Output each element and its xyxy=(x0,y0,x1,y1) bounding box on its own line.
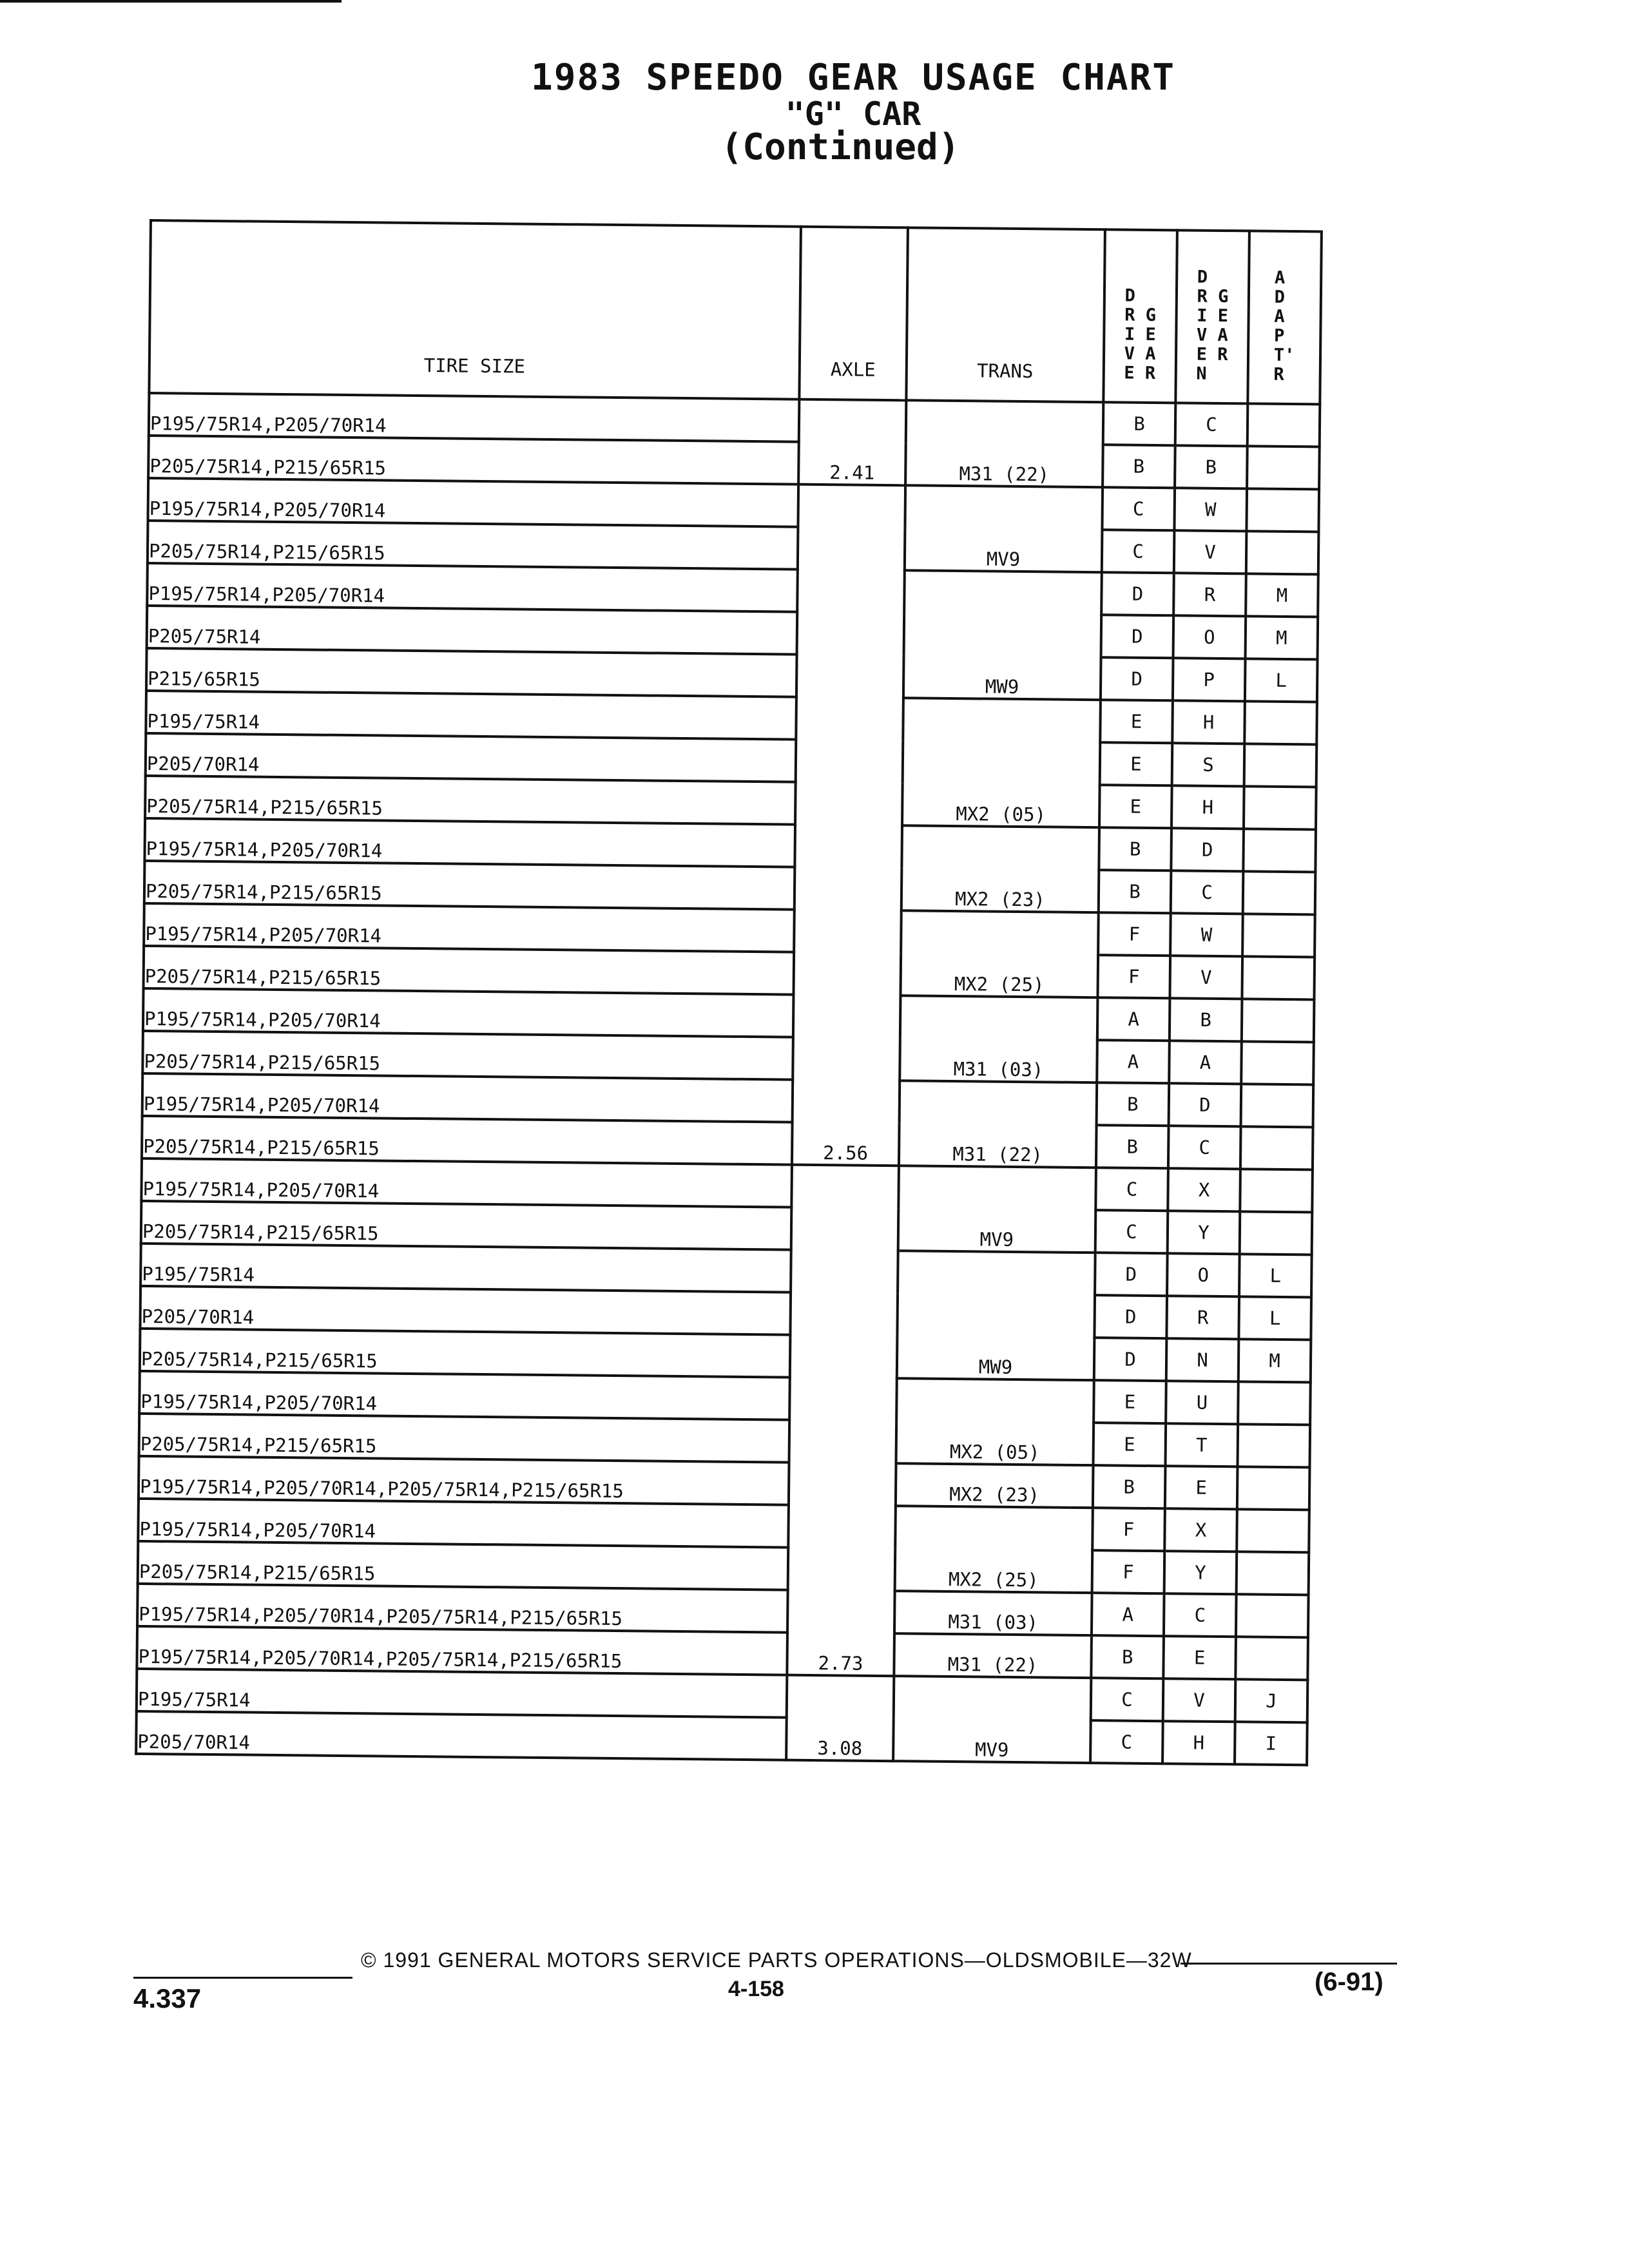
adapter-cell xyxy=(1247,446,1320,489)
drive-gear-cell: E xyxy=(1100,742,1173,785)
driven-gear-cell: R xyxy=(1173,573,1246,616)
driven-gear-cell: N xyxy=(1166,1338,1239,1381)
adapter-cell xyxy=(1246,488,1319,532)
driven-gear-cell: B xyxy=(1175,445,1248,488)
drive-gear-cell: A xyxy=(1092,1593,1164,1636)
adapter-cell xyxy=(1242,999,1315,1042)
footer-rule-right xyxy=(1181,1963,1397,1965)
footer-date-code: (6-91) xyxy=(1315,1968,1383,1996)
driven-gear-cell: H xyxy=(1171,785,1244,829)
adapter-cell xyxy=(1243,871,1316,914)
adapter-cell: M xyxy=(1239,1339,1311,1382)
drive-gear-cell: F xyxy=(1092,1550,1165,1593)
trans-cell: MX2 (05) xyxy=(896,1378,1094,1465)
tire-size-cell: P195/75R14,P205/70R14 xyxy=(148,478,799,527)
trans-cell: MX2 (05) xyxy=(902,698,1101,827)
header-letter: N xyxy=(1196,363,1218,384)
tire-size-cell: P195/75R14 xyxy=(140,1244,791,1293)
axle-cell: 2.41 xyxy=(798,399,906,486)
header-letter: T' xyxy=(1273,345,1295,366)
header-letter: P xyxy=(1273,325,1285,346)
adapter-cell xyxy=(1240,1211,1313,1254)
tire-size-cell: P195/75R14,P205/70R14,P205/75R14,P215/65R15 xyxy=(137,1584,788,1633)
page-title: 1983 SPEEDO GEAR USAGE CHART xyxy=(530,57,1175,99)
trans-cell: M31 (22) xyxy=(905,400,1103,487)
header-letter: I E xyxy=(1197,305,1229,327)
adapter-cell xyxy=(1236,1594,1309,1637)
drive-gear-cell: E xyxy=(1094,1423,1166,1466)
trans-cell: MV9 xyxy=(893,1676,1091,1763)
adapter-cell xyxy=(1241,1041,1314,1084)
driven-gear-cell: X xyxy=(1164,1508,1237,1552)
adapter-cell: M xyxy=(1246,573,1318,617)
adapter-cell: L xyxy=(1239,1254,1312,1297)
drive-gear-cell: B xyxy=(1097,1082,1170,1126)
header-tire-size: TIRE SIZE xyxy=(149,220,801,399)
driven-gear-cell: C xyxy=(1164,1593,1237,1637)
tire-size-cell: P195/75R14,P205/70R14 xyxy=(144,903,795,952)
tire-size-cell: P205/70R14 xyxy=(146,733,796,782)
tire-size-cell: P205/75R14,P215/65R15 xyxy=(142,1031,793,1080)
trans-cell: M31 (03) xyxy=(894,1591,1092,1635)
driven-gear-cell: E xyxy=(1165,1466,1238,1509)
driven-gear-cell: O xyxy=(1167,1253,1240,1296)
axle-cell: 2.56 xyxy=(792,485,905,1166)
drive-gear-cell: C xyxy=(1102,530,1175,573)
header-letter: R G xyxy=(1124,305,1157,326)
trans-cell: MW9 xyxy=(903,570,1102,700)
drive-gear-cell: D xyxy=(1101,572,1174,615)
tire-size-cell: P205/70R14 xyxy=(136,1711,787,1760)
drive-gear-cell: A xyxy=(1097,997,1170,1041)
driven-gear-cell: Y xyxy=(1164,1551,1237,1594)
tire-size-cell: P195/75R14,P205/70R14,P205/75R14,P215/65R15 xyxy=(139,1456,789,1505)
axle-cell: 3.08 xyxy=(786,1675,894,1762)
drive-gear-cell: D xyxy=(1101,615,1174,658)
header-letter: R G xyxy=(1197,286,1229,307)
tire-size-cell: P195/75R14,P205/70R14,P205/75R14,P215/65R15 xyxy=(137,1626,787,1675)
header-letter: E R xyxy=(1124,363,1156,383)
adapter-cell: J xyxy=(1235,1679,1308,1722)
adapter-cell xyxy=(1248,403,1320,447)
header-letter: I E xyxy=(1124,324,1156,345)
driven-gear-cell: H xyxy=(1172,700,1245,744)
drive-gear-cell: C xyxy=(1102,487,1175,530)
speedo-gear-table xyxy=(135,219,1323,1766)
tire-size-cell: P205/75R14,P215/65R15 xyxy=(139,1414,790,1463)
header-letter: A xyxy=(1274,267,1286,288)
trans-cell: MV9 xyxy=(905,485,1103,572)
drive-gear-cell: B xyxy=(1099,870,1171,913)
tire-size-cell: P205/75R14,P215/65R15 xyxy=(144,946,795,995)
footer-left-code: 4.337 xyxy=(133,1983,202,2013)
adapter-cell: M xyxy=(1246,616,1318,659)
driven-gear-cell: A xyxy=(1169,1041,1242,1084)
driven-gear-cell: B xyxy=(1170,998,1242,1041)
adapter-cell xyxy=(1244,701,1317,744)
adapter-cell xyxy=(1240,1169,1313,1212)
driven-gear-cell: D xyxy=(1171,828,1244,871)
header-letter: E R xyxy=(1196,344,1228,365)
tire-size-cell: P195/75R14 xyxy=(146,691,796,740)
trans-cell: MV9 xyxy=(898,1166,1096,1253)
table-header-row xyxy=(149,220,1321,404)
adapter-cell xyxy=(1238,1381,1311,1425)
drive-gear-cell: B xyxy=(1103,402,1176,445)
adapter-cell xyxy=(1235,1637,1308,1680)
header-letter: V A xyxy=(1196,325,1228,346)
driven-gear-cell: V xyxy=(1174,530,1247,573)
adapter-cell xyxy=(1243,829,1316,872)
drive-gear-cell: C xyxy=(1095,1210,1168,1253)
tire-size-cell: P205/75R14,P215/65R15 xyxy=(145,776,796,825)
header-trans: TRANS xyxy=(906,227,1105,402)
driven-gear-cell: P xyxy=(1173,658,1246,701)
tire-size-cell: P195/75R14,P205/70R14 xyxy=(139,1371,790,1420)
tire-size-cell: P205/75R14,P215/65R15 xyxy=(148,436,799,485)
trans-cell: MX2 (23) xyxy=(901,825,1099,912)
driven-gear-cell: U xyxy=(1166,1381,1239,1424)
drive-gear-cell: D xyxy=(1094,1338,1167,1381)
adapter-cell xyxy=(1237,1424,1310,1467)
trans-cell: M31 (03) xyxy=(900,995,1097,1082)
driven-gear-cell: O xyxy=(1173,615,1246,658)
drive-gear-cell: D xyxy=(1101,657,1173,700)
tire-size-cell: P205/75R14,P215/65R15 xyxy=(141,1201,792,1250)
adapter-cell xyxy=(1240,1126,1313,1169)
drive-gear-cell: F xyxy=(1098,912,1171,956)
header-letter: R xyxy=(1273,364,1284,385)
trans-cell: MX2 (23) xyxy=(896,1463,1094,1508)
trans-cell: M31 (22) xyxy=(899,1081,1097,1168)
drive-gear-cell: B xyxy=(1093,1465,1166,1508)
driven-gear-cell: W xyxy=(1174,488,1247,531)
adapter-cell xyxy=(1237,1466,1310,1510)
adapter-cell: I xyxy=(1235,1722,1307,1765)
page-subtitle: "G" CAR xyxy=(785,95,921,133)
footer-rule-left xyxy=(133,1977,352,1979)
driven-gear-cell: X xyxy=(1168,1168,1240,1211)
drive-gear-cell: B xyxy=(1091,1635,1164,1678)
tire-size-cell: P215/65R15 xyxy=(146,648,797,697)
driven-gear-cell: R xyxy=(1166,1296,1239,1339)
tire-size-cell: P205/75R14 xyxy=(147,606,798,655)
drive-gear-cell: E xyxy=(1100,700,1173,743)
tire-size-cell: P205/75R14,P215/65R15 xyxy=(140,1329,791,1378)
driven-gear-cell: T xyxy=(1165,1423,1238,1466)
drive-gear-cell: F xyxy=(1097,955,1170,998)
footer-copyright: © 1991 GENERAL MOTORS SERVICE PARTS OPERATIONS—OLDSMOBILE—32W xyxy=(361,1948,1192,1972)
header-letter: D xyxy=(1197,267,1219,287)
tire-size-cell: P195/75R14,P205/70R14 xyxy=(143,988,794,1037)
tire-size-cell: P205/75R14,P215/65R15 xyxy=(142,1116,793,1165)
trans-cell: M31 (22) xyxy=(894,1633,1092,1678)
adapter-cell xyxy=(1242,914,1315,957)
driven-gear-cell: C xyxy=(1168,1126,1241,1169)
tire-size-cell: P205/75R14,P215/65R15 xyxy=(144,861,795,910)
tire-size-cell: P205/75R14,P215/65R15 xyxy=(138,1541,789,1590)
driven-gear-cell: H xyxy=(1162,1721,1235,1764)
driven-gear-cell: S xyxy=(1172,743,1245,786)
tire-size-cell: P195/75R14,P205/70R14 xyxy=(149,393,800,442)
tire-size-cell: P195/75R14,P205/70R14 xyxy=(144,818,795,867)
driven-gear-cell: V xyxy=(1170,956,1242,999)
adapter-cell xyxy=(1241,1084,1314,1127)
drive-gear-cell: C xyxy=(1090,1720,1163,1763)
driven-gear-cell: C xyxy=(1175,403,1248,446)
header-drive-gear xyxy=(1103,229,1177,403)
trans-cell: MX2 (25) xyxy=(895,1506,1093,1593)
adapter-cell xyxy=(1246,531,1319,574)
header-letter: D xyxy=(1274,287,1286,307)
driven-gear-cell: D xyxy=(1169,1083,1242,1126)
header-letter: A xyxy=(1274,306,1285,327)
tire-size-cell: P195/75R14,P205/70R14 xyxy=(138,1499,789,1548)
tire-size-cell: P205/75R14,P215/65R15 xyxy=(148,521,798,570)
driven-gear-cell: E xyxy=(1163,1636,1236,1679)
adapter-cell xyxy=(1242,956,1315,999)
tire-size-cell: P205/70R14 xyxy=(140,1286,791,1335)
drive-gear-cell: D xyxy=(1094,1295,1167,1338)
header-driven-gear xyxy=(1175,230,1249,403)
driven-gear-cell: C xyxy=(1171,870,1244,914)
drive-gear-cell: D xyxy=(1095,1253,1168,1296)
drive-gear-cell: F xyxy=(1092,1508,1165,1551)
header-adapter xyxy=(1248,231,1322,404)
adapter-cell xyxy=(1244,786,1316,829)
adapter-cell xyxy=(1237,1552,1309,1595)
drive-gear-cell: A xyxy=(1097,1040,1170,1083)
continued-label: (Continued) xyxy=(720,126,960,168)
adapter-cell xyxy=(1237,1509,1309,1552)
trans-cell: MW9 xyxy=(897,1251,1095,1380)
drive-gear-cell: B xyxy=(1099,827,1171,870)
tire-size-cell: P195/75R14,P205/70R14 xyxy=(147,563,798,612)
drive-gear-cell: B xyxy=(1103,445,1175,488)
drive-gear-cell: E xyxy=(1094,1380,1166,1423)
trans-cell: MX2 (25) xyxy=(900,910,1098,997)
driven-gear-cell: V xyxy=(1163,1678,1236,1722)
header-letter: D xyxy=(1124,285,1146,306)
tire-size-cell: P195/75R14 xyxy=(137,1669,787,1718)
header-axle: AXLE xyxy=(799,227,908,401)
adapter-cell: L xyxy=(1245,658,1318,702)
adapter-cell xyxy=(1244,744,1317,787)
top-rule xyxy=(0,0,342,3)
drive-gear-cell: C xyxy=(1095,1168,1168,1211)
drive-gear-cell: E xyxy=(1099,785,1172,828)
driven-gear-cell: W xyxy=(1170,913,1243,956)
tire-size-cell: P195/75R14,P205/70R14 xyxy=(142,1073,793,1122)
drive-gear-cell: B xyxy=(1096,1125,1169,1168)
drive-gear-cell: C xyxy=(1091,1678,1164,1721)
tire-size-cell: P195/75R14,P205/70R14 xyxy=(141,1158,792,1207)
header-letter: V A xyxy=(1124,343,1156,364)
footer-page-number: 4-158 xyxy=(728,1977,784,2001)
axle-cell: 2.73 xyxy=(787,1165,899,1677)
adapter-cell: L xyxy=(1239,1296,1311,1340)
driven-gear-cell: Y xyxy=(1168,1211,1240,1254)
